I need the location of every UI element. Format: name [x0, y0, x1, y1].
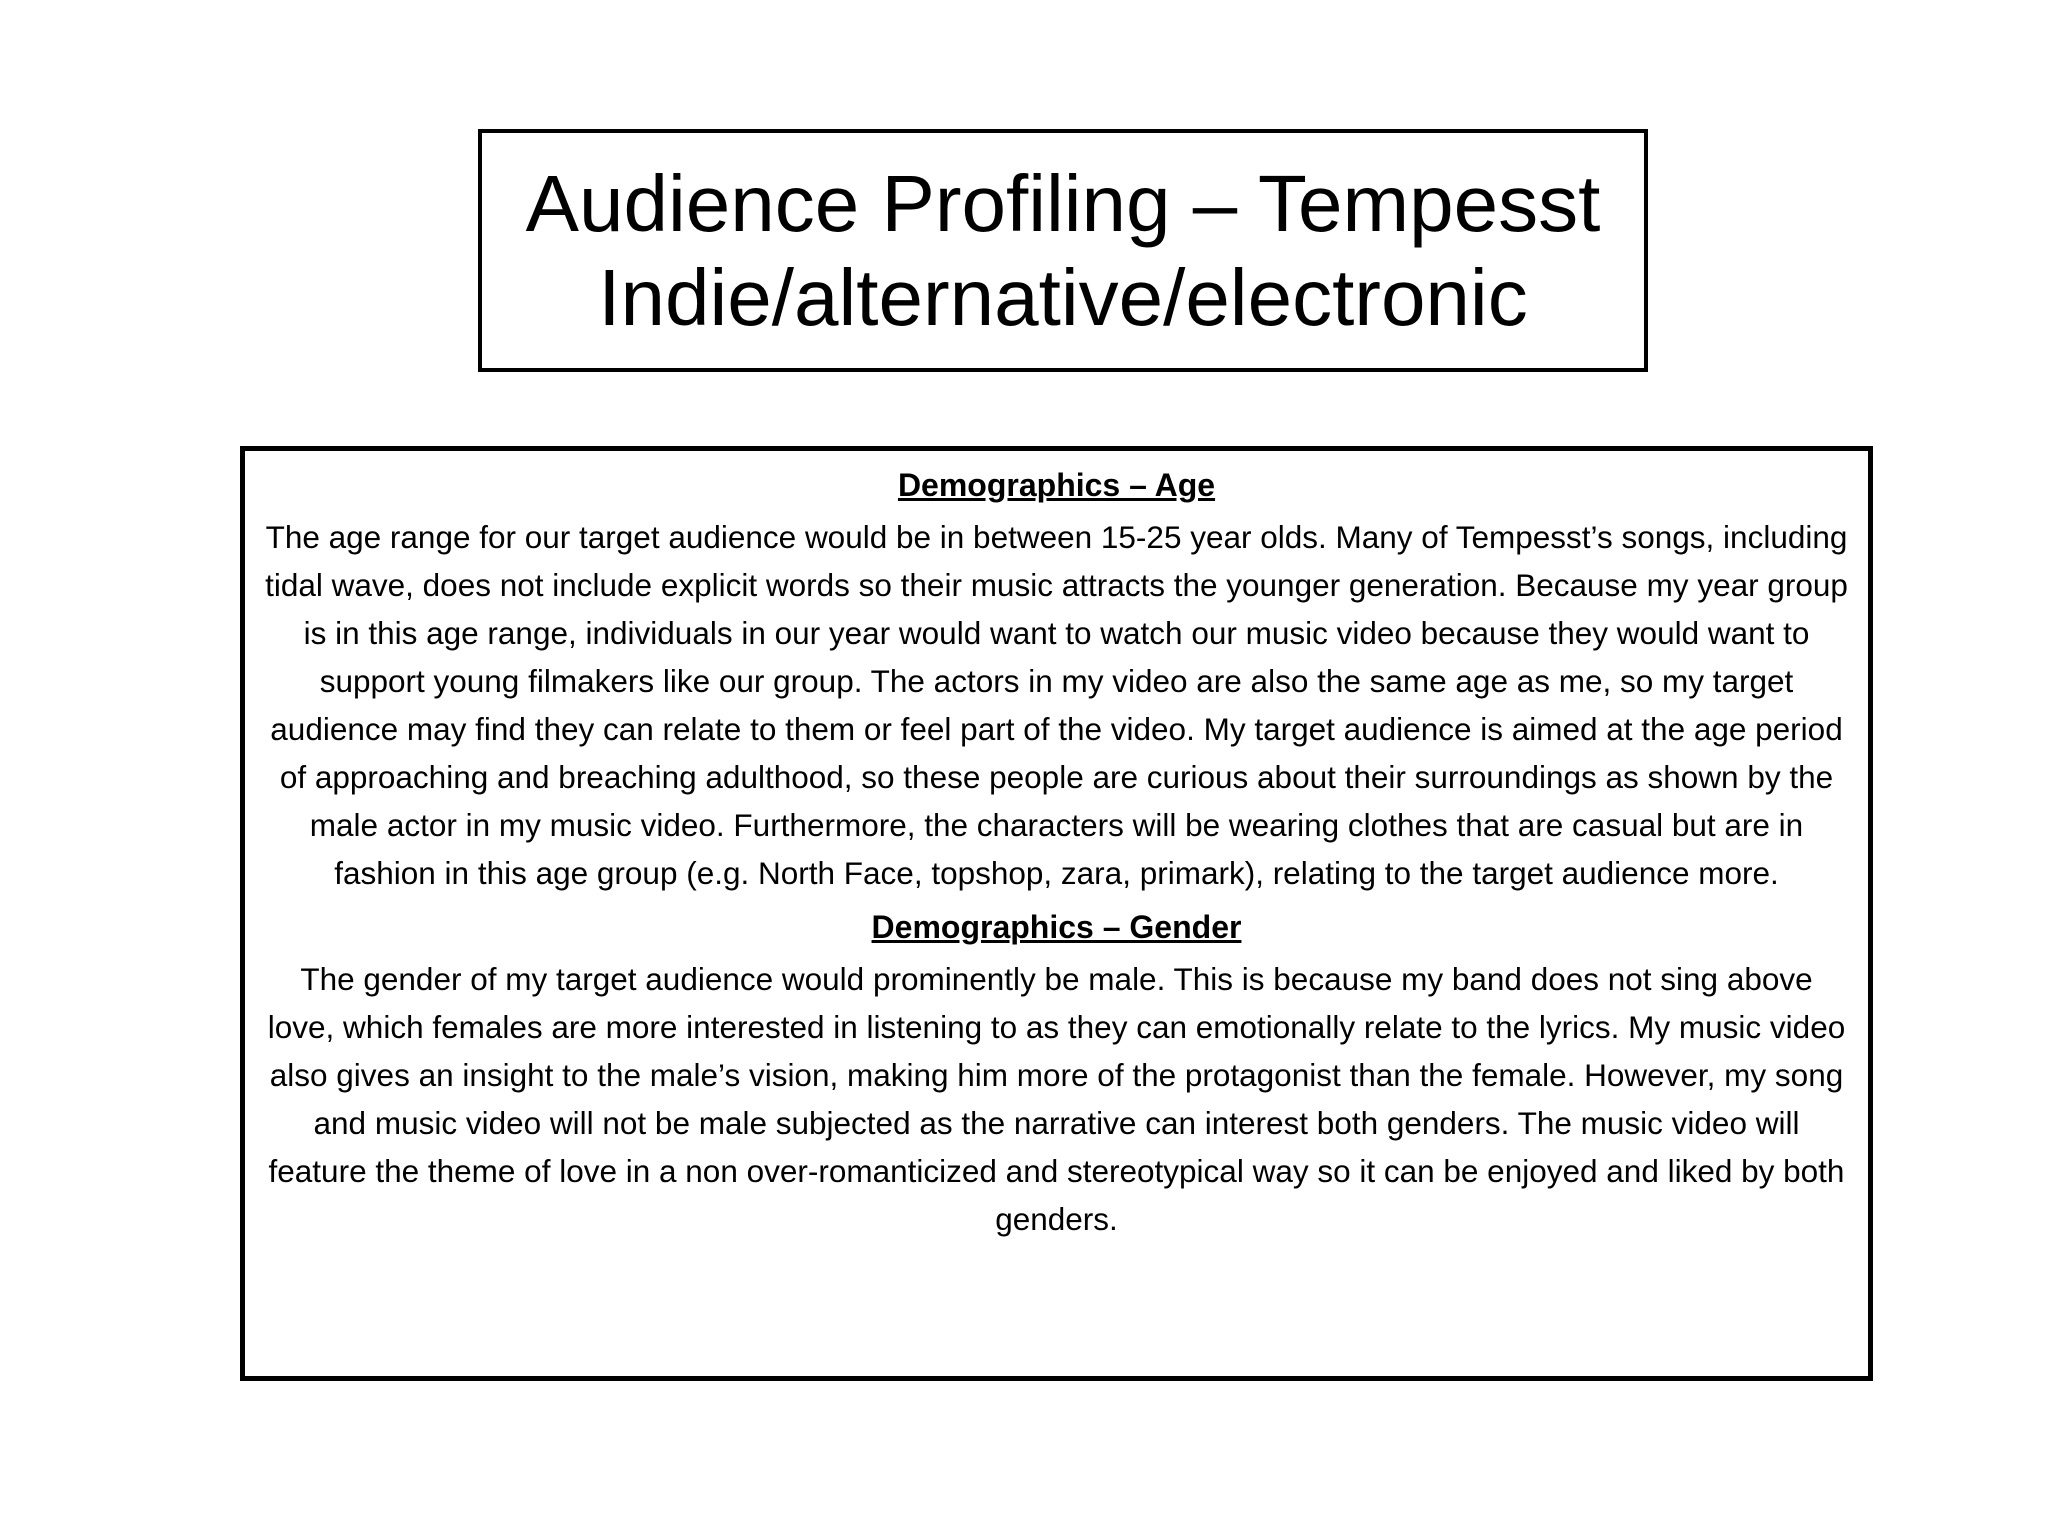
section-body-gender: The gender of my target audience would prominently be male. This is because my band does not sing above love, which females are more interested in listening to as they can emotionally relate to the lyrics. My music video also gives an insight to the male’s vision, making him more of the protagonist than the female. However, my song and music video will not be male subjected as the narrative can interest both genders. The music video will feature the theme of love in a non over-romanticized and stereotypical way so it can be enjoyed and liked by both genders.: [267, 961, 1846, 1237]
title-line-2: Indie/alternative/electronic: [598, 252, 1528, 342]
section-gap: [263, 897, 1850, 905]
content-box: [240, 446, 1873, 1381]
section-body-age: The age range for our target audience would be in between 15-25 year olds. Many of Tempesst’s songs, including tidal wave, does not include explicit words so their music attracts the younger generation. Because my year group is in this age range, individuals in our year would want to watch our music video because they would want to support young filmakers like our group. The actors in my video are also the same age as me, so my target audience may find they can relate to them or feel part of the video. My target audience is aimed at the age period of approaching and breaching adulthood, so these people are curious about their surroundings as shown by the male actor in my music video. Furthermore, the characters will be wearing clothes that are casual but are in fashion in this age group (e.g. North Face, topshop, zara, primark), relating to the target audience more.: [265, 519, 1848, 891]
title-box: [478, 129, 1648, 372]
section-heading-age: Demographics – Age: [897, 467, 1216, 503]
title-line-1: Audience Profiling – Tempesst: [525, 158, 1601, 248]
section-heading-gender: Demographics – Gender: [871, 909, 1242, 945]
